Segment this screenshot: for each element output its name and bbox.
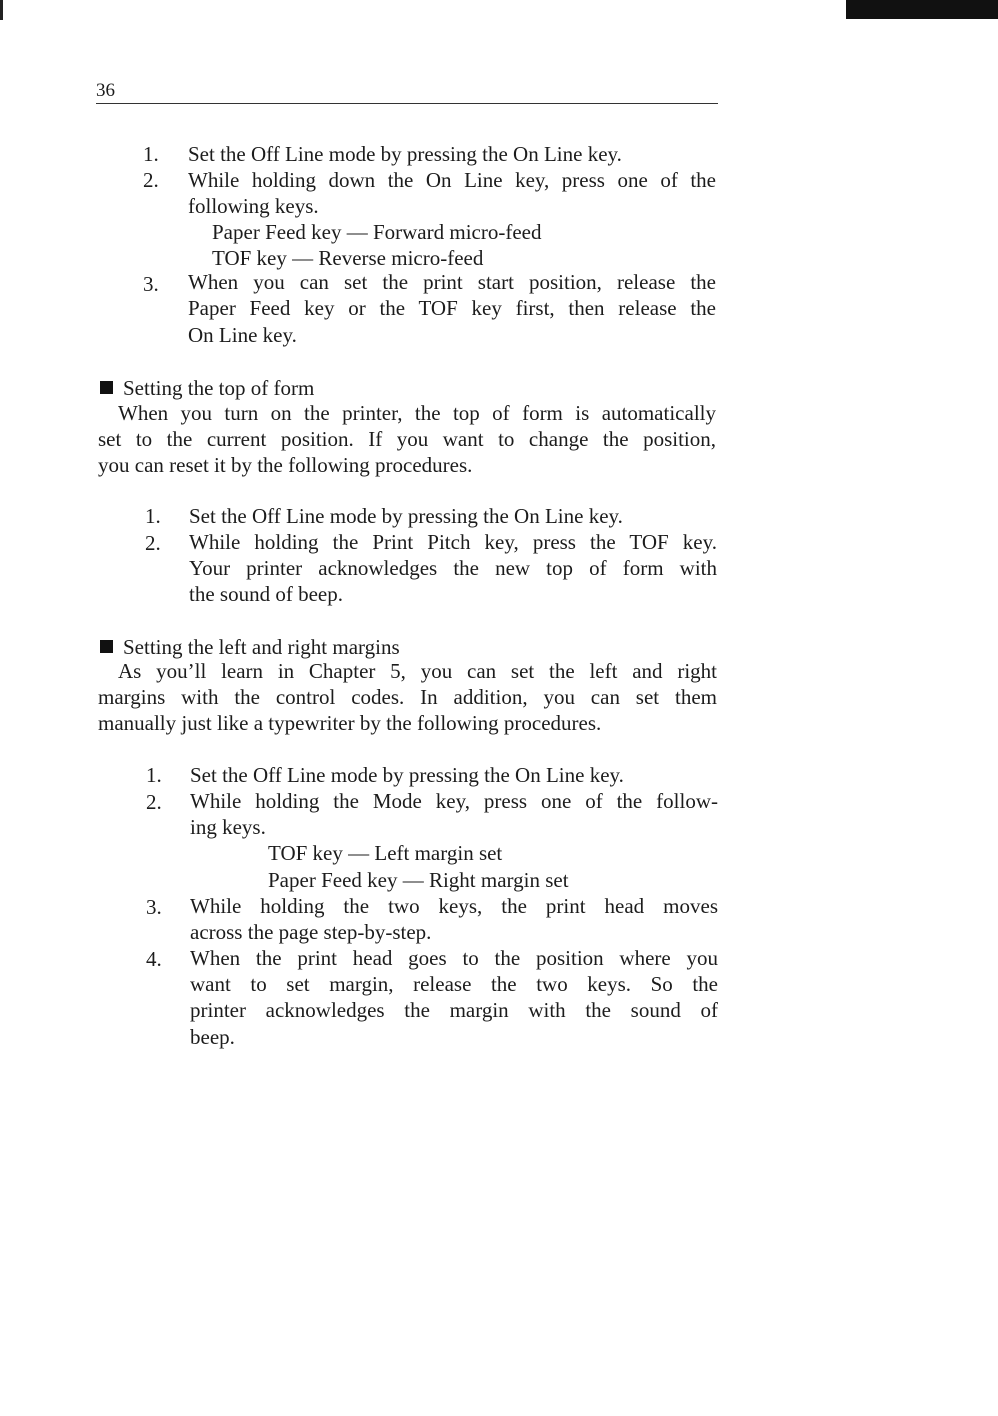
step-number: 4. xyxy=(146,947,162,971)
header-rule xyxy=(96,103,718,104)
paragraph-line: manually just like a typewriter by the following procedures. xyxy=(98,711,602,735)
step-text: While holding the two keys, the print head moves xyxy=(190,894,718,918)
step-text: following keys. xyxy=(188,194,319,218)
step-number: 3. xyxy=(143,272,159,296)
paragraph-line: set to the current position. If you want to change the position, xyxy=(98,427,716,451)
step-text: ing keys. xyxy=(190,815,266,839)
paragraph-line: margins with the control codes. In addition, you can set them xyxy=(98,685,717,709)
key-function: Paper Feed key — Forward micro-feed xyxy=(212,220,542,244)
section-heading: Setting the top of form xyxy=(100,375,314,401)
step-text: When the print head goes to the position where you xyxy=(190,946,718,970)
step-text: the sound of beep. xyxy=(189,582,343,606)
step-text: While holding down the On Line key, press one of the xyxy=(188,168,716,192)
step-number: 1. xyxy=(146,763,162,787)
step-text: Paper Feed key or the TOF key first, then release the xyxy=(188,296,716,320)
paragraph-line: you can reset it by the following procedures. xyxy=(98,453,473,477)
paragraph-line: As you’ll learn in Chapter 5, you can set the left and right xyxy=(118,659,717,683)
bullet-square-icon xyxy=(100,640,113,653)
step-number: 1. xyxy=(143,142,159,166)
step-text: When you can set the print start position, release the xyxy=(188,270,716,294)
step-text: across the page step-by-step. xyxy=(190,920,432,944)
step-text: While holding the Print Pitch key, press the TOF key. xyxy=(189,530,717,554)
step-number: 2. xyxy=(145,531,161,555)
section-heading: Setting the left and right margins xyxy=(100,634,400,660)
bullet-square-icon xyxy=(100,381,113,394)
step-text: Set the Off Line mode by pressing the On Line key. xyxy=(189,504,623,528)
step-text: While holding the Mode key, press one of the follow- xyxy=(190,789,718,813)
step-text: printer acknowledges the margin with the sound of xyxy=(190,998,718,1022)
key-function: Paper Feed key — Right margin set xyxy=(268,868,569,892)
scan-mark xyxy=(846,0,998,19)
paragraph-line: When you turn on the printer, the top of form is automatically xyxy=(118,401,716,425)
key-function: TOF key — Reverse micro-feed xyxy=(212,246,484,270)
step-number: 1. xyxy=(145,504,161,528)
step-text: want to set margin, release the two keys. So the xyxy=(190,972,718,996)
page-number: 36 xyxy=(96,80,115,101)
step-number: 3. xyxy=(146,895,162,919)
step-text: On Line key. xyxy=(188,323,297,347)
step-number: 2. xyxy=(143,168,159,192)
step-text: Your printer acknowledges the new top of form with xyxy=(189,556,717,580)
step-number: 2. xyxy=(146,790,162,814)
step-text: Set the Off Line mode by pressing the On Line key. xyxy=(188,142,622,166)
step-text: Set the Off Line mode by pressing the On Line key. xyxy=(190,763,624,787)
key-function: TOF key — Left margin set xyxy=(268,841,503,865)
step-text: beep. xyxy=(190,1025,235,1049)
scan-mark xyxy=(0,0,3,20)
